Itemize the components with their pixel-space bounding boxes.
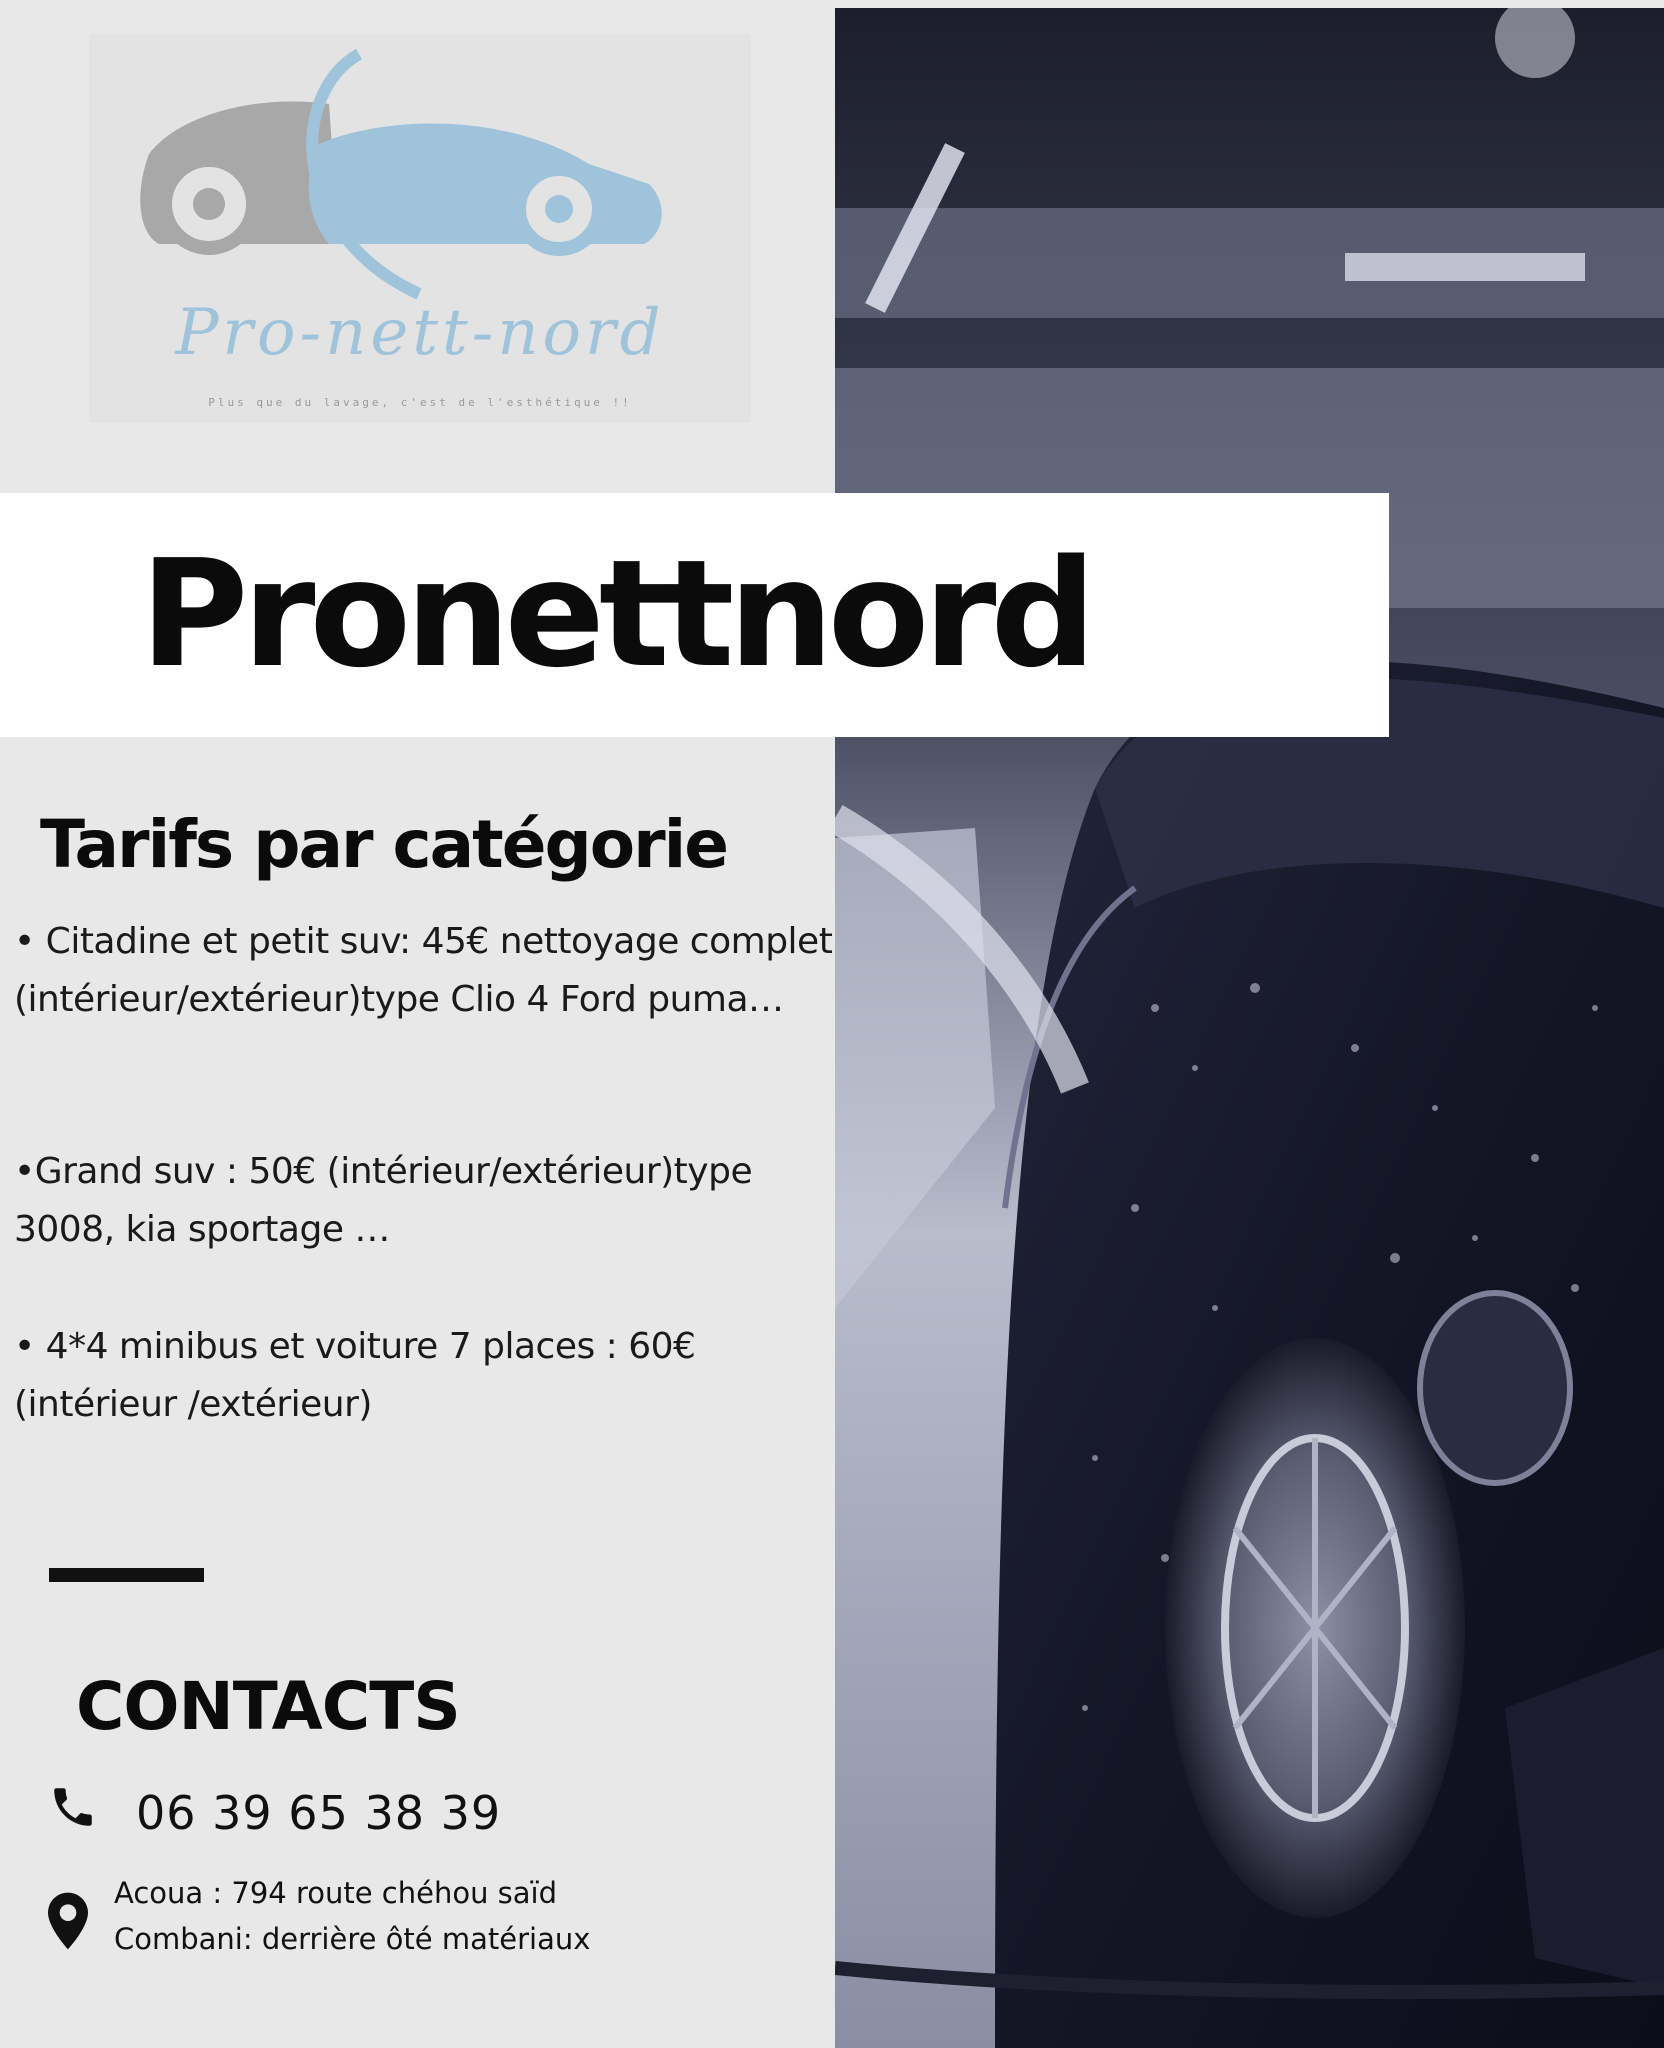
car-wash-photo — [835, 8, 1664, 2048]
address-acoua: Acoua : 794 route chéhou saïd — [114, 1876, 558, 1910]
logo-script-text: Pro-nett-nord — [175, 296, 665, 370]
section-divider — [49, 1568, 204, 1582]
brand-title: Pronettnord — [140, 528, 1091, 700]
price-item-citadine: • Citadine et petit suv: 45€ nettoyage complet (intérieur/extérieur)type Clio 4 Ford puma… — [14, 921, 833, 1020]
phone-icon — [48, 1782, 98, 1832]
phone-number[interactable]: 06 39 65 38 39 — [136, 1786, 502, 1840]
pricing-heading: Tarifs par catégorie — [40, 806, 727, 883]
price-item-grand-suv: •Grand suv : 50€ (intérieur/extérieur)type 3008, kia sportage … — [14, 1151, 753, 1250]
company-logo — [89, 34, 751, 423]
map-pin-icon — [48, 1892, 88, 1950]
address-combani: Combani: derrière ôté matériaux — [114, 1922, 591, 1956]
price-item-minibus: • 4*4 minibus et voiture 7 places : 60€ (intérieur /extérieur) — [14, 1326, 696, 1425]
logo-tagline: Plus que du lavage, c'est de l'esthétique !! — [208, 396, 632, 409]
contacts-heading: CONTACTS — [76, 1668, 460, 1745]
